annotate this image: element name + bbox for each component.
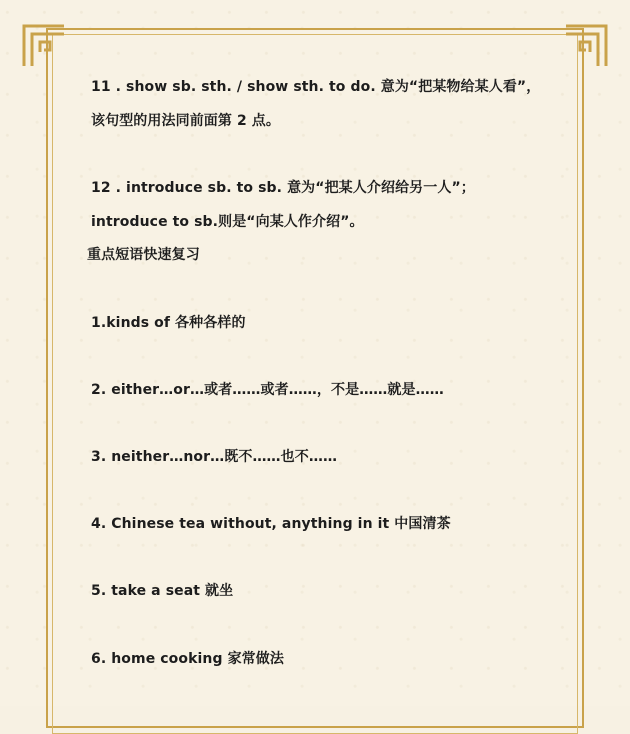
list-item: 5. take a seat 就坐 bbox=[91, 583, 234, 599]
list-item: 2. either…or…或者……或者……，不是……就是…… bbox=[91, 382, 444, 398]
text-line: introduce to sb.则是“向某人作介绍”。 bbox=[91, 214, 364, 230]
list-item: 4. Chinese tea without, anything in it 中国清茶 bbox=[91, 516, 451, 532]
section-heading: 重点短语快速复习 bbox=[87, 247, 200, 263]
text-line: 11 . show sb. sth. / show sth. to do. 意为“把某物给某人看”， bbox=[91, 79, 541, 95]
list-item: 6. home cooking 家常做法 bbox=[91, 651, 284, 667]
text-line: 12 . introduce sb. to sb. 意为“把某人介绍给另一人”； bbox=[91, 180, 475, 196]
list-item: 3. neither…nor…既不……也不…… bbox=[91, 449, 338, 465]
list-item: 1.kinds of 各种各样的 bbox=[91, 315, 246, 331]
text-line: 该句型的用法同前面第 2 点。 bbox=[91, 113, 280, 129]
